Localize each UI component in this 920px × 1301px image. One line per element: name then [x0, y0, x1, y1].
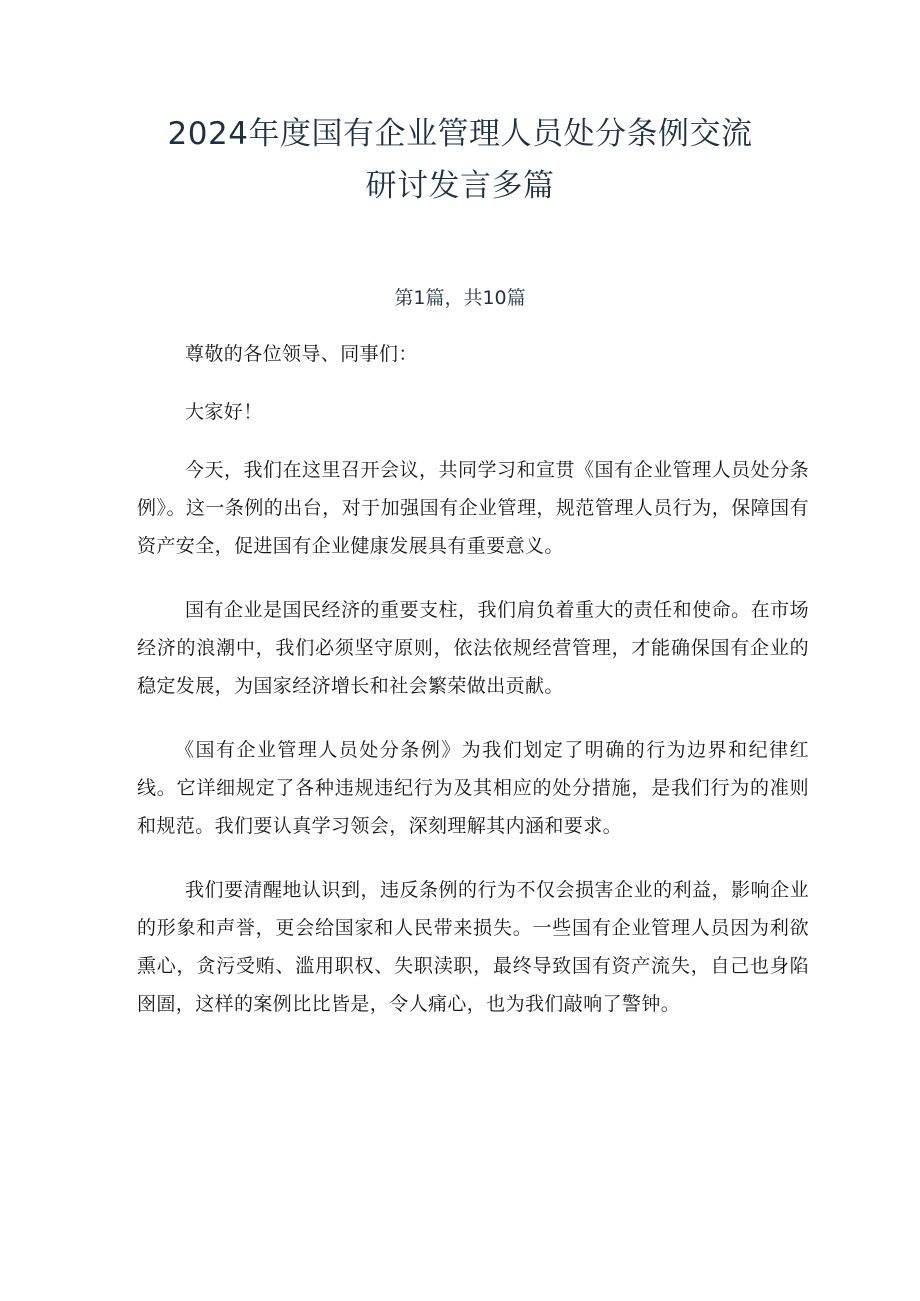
paragraph-responsibility: 国有企业是国民经济的重要支柱，我们肩负着重大的责任和使命。在市场经济的浪潮中，我们必须坚守原则，依法依规经营管理，才能确保国有企业的稳定发展，为国家经济增长和社会繁荣做出贡献。	[137, 599, 809, 697]
greeting: 大家好！	[185, 401, 263, 423]
salutation: 尊敬的各位领导、同事们：	[185, 343, 418, 365]
paragraph-warning: 我们要清醒地认识到，违反条例的行为不仅会损害企业的利益，影响企业的形象和声誉，更会给国家和人民带来损失。一些国有企业管理人员因为利欲熏心，贪污受贿、滥用职权、失职渎职，最终导致国有资产流失，自己也身陷囹圄，这样的案例比比皆是，令人痛心，也为我们敲响了警钟。	[137, 879, 809, 1015]
paragraph-regulation: 《国有企业管理人员处分条例》为我们划定了明确的行为边界和纪律红线。它详细规定了各种违规违纪行为及其相应的处分措施，是我们行为的准则和规范。我们要认真学习领会，深刻理解其内涵和要求。	[137, 739, 809, 837]
paragraph-intro: 今天，我们在这里召开会议，共同学习和宣贯《国有企业管理人员处分条例》。这一条例的出台，对于加强国有企业管理，规范管理人员行为，保障国有资产安全，促进国有企业健康发展具有重要意义。	[137, 459, 809, 557]
section-label: 第1篇，共10篇	[394, 287, 526, 309]
title-line-1: 2024年度国有企业管理人员处分条例交流	[167, 116, 753, 152]
title-line-2: 研讨发言多篇	[365, 168, 555, 204]
document-title	[100, 108, 820, 212]
document-body	[137, 335, 809, 1049]
